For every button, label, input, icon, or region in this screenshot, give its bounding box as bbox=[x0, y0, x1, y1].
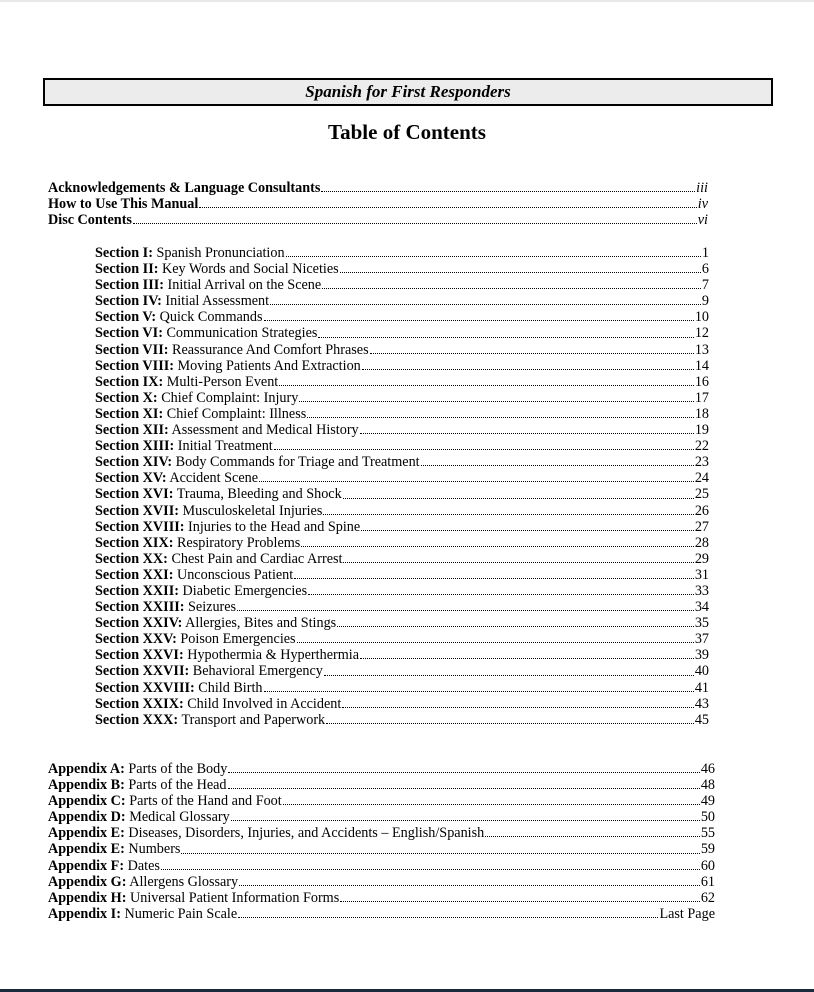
toc-entry-title: Acknowledgements & Language Consultants bbox=[48, 180, 321, 196]
toc-entry-label bbox=[48, 777, 227, 793]
toc-entry-label bbox=[48, 793, 282, 809]
dot-leader bbox=[307, 416, 694, 418]
toc-entry[interactable] bbox=[95, 567, 709, 583]
toc-entry[interactable] bbox=[95, 503, 709, 519]
toc-entry-number: Section XXV: bbox=[95, 631, 177, 648]
toc-entry-title: Musculoskeletal Injuries bbox=[178, 502, 323, 519]
dot-leader bbox=[228, 771, 699, 773]
front-matter-list bbox=[48, 180, 708, 228]
toc-entry-label bbox=[95, 503, 322, 519]
toc-entry-page: 35 bbox=[694, 615, 709, 632]
toc-entry-title: Moving Patients And Extraction bbox=[173, 357, 361, 374]
toc-entry-label bbox=[48, 825, 484, 841]
toc-entry-page: 55 bbox=[700, 825, 715, 842]
toc-entry[interactable] bbox=[48, 906, 715, 922]
toc-entry-label bbox=[48, 809, 230, 825]
toc-entry-label bbox=[95, 277, 321, 293]
toc-entry-page: 48 bbox=[700, 777, 715, 794]
toc-entry-number: Section XXII: bbox=[95, 582, 179, 599]
toc-entry-title: Initial Assessment bbox=[161, 293, 270, 310]
toc-entry[interactable] bbox=[95, 470, 709, 486]
toc-entry-title: Key Words and Social Niceties bbox=[158, 261, 339, 278]
toc-entry-title: Dates bbox=[124, 857, 160, 874]
toc-entry-label bbox=[95, 342, 369, 358]
dot-leader bbox=[199, 206, 696, 208]
toc-entry[interactable] bbox=[95, 535, 709, 551]
toc-entry[interactable] bbox=[95, 245, 709, 261]
toc-entry-page: 33 bbox=[694, 582, 709, 599]
toc-entry-label bbox=[95, 696, 341, 712]
dot-leader bbox=[228, 787, 700, 789]
toc-entry-title: Trauma, Bleeding and Shock bbox=[173, 486, 342, 503]
toc-entry-label bbox=[48, 858, 160, 874]
toc-entry[interactable] bbox=[95, 406, 709, 422]
toc-entry-label bbox=[95, 599, 236, 615]
toc-entry-page: 27 bbox=[694, 518, 709, 535]
toc-entry[interactable] bbox=[48, 777, 715, 793]
toc-entry-page: 25 bbox=[694, 486, 709, 503]
toc-entry-number: Section XXVIII: bbox=[95, 679, 195, 696]
toc-entry-label bbox=[95, 454, 420, 470]
toc-entry-page: 62 bbox=[700, 889, 715, 906]
toc-entry[interactable] bbox=[95, 293, 709, 309]
toc-entry-title: Allergies, Bites and Stings bbox=[182, 615, 337, 632]
dot-leader bbox=[318, 336, 693, 338]
toc-entry-title: Injuries to the Head and Spine bbox=[184, 518, 361, 535]
toc-entry-number: Section XV: bbox=[95, 470, 167, 487]
toc-entry-number: Section IX: bbox=[95, 373, 164, 390]
toc-entry-title: Parts of the Head bbox=[124, 777, 227, 794]
toc-entry-title: Spanish Pronunciation bbox=[152, 245, 285, 261]
toc-entry[interactable] bbox=[95, 261, 709, 277]
toc-entry-number: Section III: bbox=[95, 277, 164, 294]
toc-entry-number: Section XXVI: bbox=[95, 647, 184, 664]
toc-entry[interactable] bbox=[95, 647, 709, 663]
toc-entry[interactable] bbox=[95, 712, 709, 728]
toc-entry[interactable] bbox=[95, 680, 709, 696]
toc-entry-label bbox=[95, 358, 361, 374]
toc-entry-number: Appendix F: bbox=[48, 857, 125, 874]
toc-entry-label bbox=[95, 680, 263, 696]
toc-entry-label bbox=[95, 390, 298, 406]
toc-entry-page: 23 bbox=[694, 454, 709, 471]
toc-entry[interactable] bbox=[95, 358, 709, 374]
toc-entry-label bbox=[95, 535, 300, 551]
toc-entry-page: 12 bbox=[694, 325, 709, 342]
toc-entry-title: Chest Pain and Cardiac Arrest bbox=[167, 550, 343, 567]
toc-entry-title: Disc Contents bbox=[48, 212, 132, 228]
dot-leader bbox=[259, 480, 694, 482]
toc-entry-page: 26 bbox=[694, 502, 709, 519]
toc-entry[interactable] bbox=[95, 583, 709, 599]
toc-entry[interactable] bbox=[48, 180, 708, 196]
toc-entry-page: 28 bbox=[694, 534, 709, 551]
dot-leader bbox=[321, 190, 695, 192]
toc-entry-title: Quick Commands bbox=[156, 309, 263, 326]
toc-entry-label bbox=[95, 406, 306, 422]
toc-entry[interactable] bbox=[95, 390, 709, 406]
toc-entry-page: 16 bbox=[694, 373, 709, 390]
toc-entry-label bbox=[95, 551, 342, 567]
dot-leader bbox=[231, 819, 700, 821]
toc-entry-title: Diseases, Disorders, Injuries, and Accidents – English/Spanish bbox=[124, 825, 485, 842]
toc-entry-label bbox=[48, 906, 237, 922]
toc-entry[interactable] bbox=[95, 486, 709, 502]
toc-entry-page: 34 bbox=[694, 599, 709, 616]
dot-leader bbox=[323, 513, 693, 515]
toc-entry-page: 31 bbox=[694, 566, 709, 583]
toc-entry-label bbox=[95, 438, 273, 454]
toc-entry-number: Section XIII: bbox=[95, 438, 175, 455]
toc-entry[interactable] bbox=[48, 809, 715, 825]
toc-entry-label bbox=[48, 841, 180, 857]
toc-entry-title: Respiratory Problems bbox=[173, 534, 301, 551]
dot-leader bbox=[161, 868, 700, 870]
toc-entry-page: 37 bbox=[694, 631, 709, 648]
toc-entry-page: 14 bbox=[694, 357, 709, 374]
dot-leader bbox=[343, 497, 694, 499]
toc-entry-number: Appendix A: bbox=[48, 761, 125, 777]
toc-entry[interactable] bbox=[95, 325, 709, 341]
toc-entry[interactable] bbox=[48, 825, 715, 841]
toc-entry-page: 59 bbox=[700, 841, 715, 858]
toc-entry-label bbox=[95, 647, 359, 663]
toc-entry[interactable] bbox=[95, 551, 709, 567]
toc-entry-page: vi bbox=[697, 212, 708, 228]
toc-entry-page: iii bbox=[696, 180, 708, 196]
toc-entry-title: Allergens Glossary bbox=[126, 873, 239, 890]
toc-entry[interactable] bbox=[95, 599, 709, 615]
toc-entry-page: 7 bbox=[701, 277, 709, 294]
toc-entry-number: Section XX: bbox=[95, 550, 168, 567]
toc-entry-number: Section XXIX: bbox=[95, 695, 184, 712]
toc-entry-title: Transport and Paperwork bbox=[178, 711, 326, 728]
toc-entry[interactable] bbox=[95, 374, 709, 390]
dot-leader bbox=[264, 319, 694, 321]
toc-entry-page: 43 bbox=[694, 695, 709, 712]
toc-entry-label bbox=[95, 631, 296, 647]
toc-entry-label bbox=[48, 180, 320, 196]
dot-leader bbox=[270, 303, 701, 305]
toc-entry-number: Appendix I: bbox=[48, 905, 121, 922]
toc-entry-number: Appendix E: bbox=[48, 841, 125, 858]
toc-entry-label bbox=[95, 470, 258, 486]
toc-entry-number: Section XXVII: bbox=[95, 663, 190, 680]
toc-entry[interactable] bbox=[95, 519, 709, 535]
toc-entry-title: Numeric Pain Scale bbox=[120, 905, 238, 922]
toc-entry-title: Unconscious Patient bbox=[173, 566, 294, 583]
dot-leader bbox=[238, 916, 658, 918]
dot-leader bbox=[308, 593, 694, 595]
toc-entry-page: 10 bbox=[694, 309, 709, 326]
dot-leader bbox=[181, 852, 699, 854]
dot-leader bbox=[299, 400, 693, 402]
toc-entry-title: Universal Patient Information Forms bbox=[126, 889, 340, 906]
dot-leader bbox=[337, 625, 694, 627]
toc-entry-title: Initial Treatment bbox=[174, 438, 273, 455]
toc-entry-title: Medical Glossary bbox=[125, 809, 230, 826]
dot-leader bbox=[294, 577, 694, 579]
toc-entry-page: 49 bbox=[700, 793, 715, 810]
toc-entry-title: Parts of the Hand and Foot bbox=[125, 793, 282, 810]
toc-entry-number: Section X: bbox=[95, 389, 158, 406]
dot-leader bbox=[286, 255, 701, 257]
toc-entry-number: Appendix G: bbox=[48, 873, 127, 890]
toc-entry[interactable] bbox=[48, 793, 715, 809]
dot-leader bbox=[361, 529, 694, 531]
toc-entry-page: 29 bbox=[694, 550, 709, 567]
toc-entry[interactable] bbox=[48, 841, 715, 857]
toc-entry-number: Section XXI: bbox=[95, 566, 174, 583]
document-title: Spanish for First Responders bbox=[305, 82, 511, 101]
document-header bbox=[43, 78, 773, 106]
toc-entry-title: Child Birth bbox=[194, 679, 263, 696]
toc-entry-number: Appendix B: bbox=[48, 777, 125, 794]
toc-entry-label bbox=[95, 663, 323, 679]
toc-entry-page: 61 bbox=[700, 873, 715, 890]
toc-entry-label bbox=[48, 761, 227, 777]
dot-leader bbox=[237, 609, 694, 611]
toc-entry-title: Chief Complaint: Illness bbox=[163, 405, 307, 422]
toc-entry-title: Body Commands for Triage and Treatment bbox=[172, 454, 420, 471]
dot-leader bbox=[485, 835, 700, 837]
toc-entry-label bbox=[95, 712, 325, 728]
toc-entry-page: 22 bbox=[694, 438, 709, 455]
toc-entry-number: Section XVI: bbox=[95, 486, 174, 503]
toc-entry-title: Assessment and Medical History bbox=[168, 422, 359, 439]
toc-heading: Table of Contents bbox=[328, 120, 486, 144]
toc-entry-number: Section V: bbox=[95, 309, 157, 326]
dot-leader bbox=[279, 384, 694, 386]
toc-entry-page: 39 bbox=[694, 647, 709, 664]
toc-entry-page: Last Page bbox=[659, 905, 715, 922]
toc-entry-title: Behavioral Emergency bbox=[189, 663, 323, 680]
dot-leader bbox=[362, 368, 694, 370]
toc-entry-page: 60 bbox=[700, 857, 715, 874]
sections-list bbox=[95, 245, 709, 728]
toc-entry[interactable] bbox=[48, 858, 715, 874]
toc-entry-number: Section VII: bbox=[95, 341, 169, 358]
toc-entry-number: Appendix D: bbox=[48, 809, 126, 826]
toc-entry[interactable] bbox=[95, 422, 709, 438]
toc-entry-number: Section XII: bbox=[95, 422, 169, 439]
toc-entry-page: 18 bbox=[694, 405, 709, 422]
dot-leader bbox=[283, 803, 700, 805]
toc-entry-label bbox=[95, 567, 293, 583]
toc-entry-label bbox=[48, 890, 339, 906]
toc-entry-page: 50 bbox=[700, 809, 715, 826]
toc-entry[interactable] bbox=[48, 196, 708, 212]
toc-entry-title: Initial Arrival on the Scene bbox=[163, 277, 322, 294]
toc-entry-label bbox=[95, 245, 285, 261]
toc-entry[interactable] bbox=[95, 454, 709, 470]
toc-entry-label bbox=[48, 874, 238, 890]
toc-entry[interactable] bbox=[95, 615, 709, 631]
toc-entry-label bbox=[95, 615, 336, 631]
toc-entry[interactable] bbox=[95, 696, 709, 712]
toc-entry-title: Diabetic Emergencies bbox=[178, 582, 308, 599]
toc-entry[interactable] bbox=[95, 631, 709, 647]
toc-entry-label bbox=[95, 261, 339, 277]
toc-entry-label bbox=[95, 325, 317, 341]
toc-entry-label bbox=[95, 374, 278, 390]
toc-entry-title: Child Involved in Accident bbox=[183, 695, 342, 712]
toc-entry-page: 45 bbox=[694, 711, 709, 728]
dot-leader bbox=[340, 900, 700, 902]
toc-entry-number: Section XXIII: bbox=[95, 599, 185, 616]
dot-leader bbox=[343, 561, 693, 563]
dot-leader bbox=[342, 706, 694, 708]
toc-entry-number: Section XIV: bbox=[95, 454, 173, 471]
toc-entry[interactable] bbox=[48, 212, 708, 228]
toc-entry-title: Seizures bbox=[184, 599, 237, 616]
dot-leader bbox=[301, 545, 694, 547]
toc-entry-page: iv bbox=[697, 196, 708, 212]
toc-entry-label bbox=[48, 212, 132, 228]
toc-entry-title: Communication Strategies bbox=[162, 325, 318, 342]
dot-leader bbox=[421, 464, 694, 466]
toc-entry-title: Accident Scene bbox=[166, 470, 259, 487]
toc-entry[interactable] bbox=[48, 761, 715, 777]
toc-entry-label bbox=[95, 519, 360, 535]
toc-entry-page: 40 bbox=[694, 663, 709, 680]
dot-leader bbox=[324, 674, 694, 676]
toc-entry-page: 24 bbox=[694, 470, 709, 487]
toc-entry[interactable] bbox=[95, 277, 709, 293]
toc-entry[interactable] bbox=[95, 342, 709, 358]
dot-leader bbox=[264, 690, 694, 692]
toc-entry-title: Hypothermia & Hyperthermia bbox=[183, 647, 359, 664]
toc-entry-number: Section XXIV: bbox=[95, 615, 183, 632]
toc-entry-number: Appendix E: bbox=[48, 825, 125, 842]
toc-entry-number: Section II: bbox=[95, 261, 159, 278]
toc-entry-title: Parts of the Body bbox=[124, 761, 228, 777]
toc-entry-number: Section VI: bbox=[95, 325, 163, 342]
toc-entry-page: 6 bbox=[701, 261, 709, 278]
toc-entry-title: Reassurance And Comfort Phrases bbox=[168, 341, 369, 358]
toc-entry-number: Section I: bbox=[95, 245, 153, 261]
dot-leader bbox=[340, 271, 701, 273]
toc-entry-page: 9 bbox=[701, 293, 709, 310]
dot-leader bbox=[370, 352, 694, 354]
appendices-list bbox=[48, 761, 715, 922]
toc-entry-number: Section XIX: bbox=[95, 534, 174, 551]
page-top-edge bbox=[0, 0, 814, 2]
dot-leader bbox=[297, 641, 694, 643]
dot-leader bbox=[133, 222, 697, 224]
toc-entry-title: Chief Complaint: Injury bbox=[157, 389, 299, 406]
toc-entry-title: Poison Emergencies bbox=[176, 631, 296, 648]
toc-entry[interactable] bbox=[95, 309, 709, 325]
toc-entry-title: How to Use This Manual bbox=[48, 196, 199, 212]
toc-entry-number: Section XVIII: bbox=[95, 518, 185, 535]
toc-entry-number: Section XI: bbox=[95, 405, 164, 422]
toc-entry-label bbox=[48, 196, 198, 212]
toc-entry-label bbox=[95, 486, 342, 502]
toc-entry-number: Appendix H: bbox=[48, 889, 127, 906]
dot-leader bbox=[360, 657, 694, 659]
toc-entry-page: 46 bbox=[700, 761, 715, 777]
toc-entry-number: Section XXX: bbox=[95, 711, 179, 728]
toc-entry-number: Section VIII: bbox=[95, 357, 174, 374]
toc-entry-label bbox=[95, 309, 263, 325]
toc-entry-label bbox=[95, 293, 269, 309]
dot-leader bbox=[326, 722, 694, 724]
toc-entry-page: 19 bbox=[694, 422, 709, 439]
toc-entry-page: 1 bbox=[701, 245, 709, 261]
toc-entry-number: Section XVII: bbox=[95, 502, 179, 519]
toc-entry-title: Numbers bbox=[124, 841, 181, 858]
toc-entry-page: 17 bbox=[694, 389, 709, 406]
toc-entry-label bbox=[95, 583, 307, 599]
toc-entry[interactable] bbox=[95, 663, 709, 679]
dot-leader bbox=[239, 884, 700, 886]
dot-leader bbox=[274, 448, 694, 450]
toc-entry-label bbox=[95, 422, 359, 438]
toc-entry[interactable] bbox=[48, 890, 715, 906]
toc-entry-page: 13 bbox=[694, 341, 709, 358]
dot-leader bbox=[322, 287, 701, 289]
toc-entry[interactable] bbox=[48, 874, 715, 890]
dot-leader bbox=[360, 432, 694, 434]
toc-entry-number: Section IV: bbox=[95, 293, 162, 310]
toc-entry-page: 41 bbox=[694, 679, 709, 696]
toc-entry[interactable] bbox=[95, 438, 709, 454]
toc-entry-number: Appendix C: bbox=[48, 793, 126, 810]
toc-entry-title: Multi-Person Event bbox=[163, 373, 279, 390]
